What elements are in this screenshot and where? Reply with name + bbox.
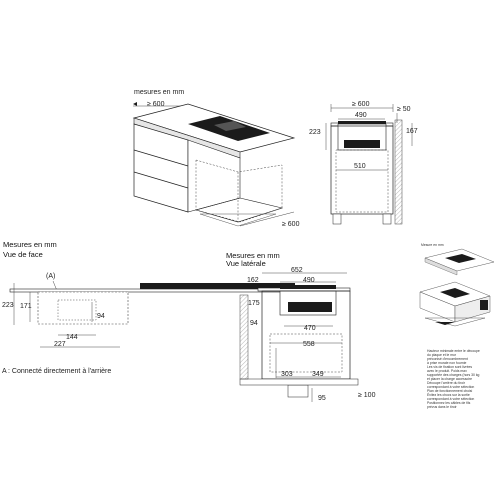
lateral-caption-1: Mesures en mm bbox=[226, 251, 280, 260]
mini-note: prévus dans le tiroir bbox=[427, 405, 457, 409]
lateral-dim-490: 490 bbox=[303, 277, 315, 284]
mini-note: supportée des charges (hors 30 kg bbox=[427, 373, 480, 377]
side-dim-depth: 490 bbox=[355, 112, 367, 119]
lateral-dim-94: 94 bbox=[250, 320, 258, 327]
legend-text: : Connecté directement à l'arrière bbox=[8, 368, 112, 375]
mini-notes bbox=[427, 349, 480, 409]
lateral-dim-652: 652 bbox=[291, 267, 303, 274]
mini-note: du plaque et le mur bbox=[427, 353, 457, 357]
mini-note: Évitez les chocs sur la sortie bbox=[427, 393, 470, 397]
front-dim-144: 144 bbox=[66, 334, 78, 341]
lateral-dim-558: 558 bbox=[303, 341, 315, 348]
legend-key: A bbox=[2, 368, 7, 375]
mini-note: Positionnez les câbles de fils bbox=[427, 401, 471, 405]
front-dim-227: 227 bbox=[54, 341, 66, 348]
mini-note: correspondant à votre sélection bbox=[427, 385, 475, 389]
mini-diagram bbox=[420, 243, 494, 409]
mini-note: correspondant à votre sélection bbox=[427, 397, 475, 401]
front-caption-1: Mesures en mm bbox=[3, 240, 57, 249]
iso-dim-width-bottom: ≥ 600 bbox=[282, 221, 300, 228]
lateral-dim-349: 349 bbox=[312, 371, 324, 378]
lateral-dim-100: ≥ 100 bbox=[358, 392, 376, 399]
lateral-wall bbox=[240, 295, 248, 379]
lateral-dim-175: 175 bbox=[248, 300, 260, 307]
side-dim-top-gap: ≥ 50 bbox=[397, 106, 411, 113]
mini-note: avec le produit. Poids max bbox=[427, 369, 467, 373]
lateral-caption-2: Vue latérale bbox=[226, 259, 266, 268]
lateral-dim-95: 95 bbox=[318, 395, 326, 402]
mini-note: préconisé d'encombrement bbox=[427, 357, 468, 361]
lateral-dim-162: 162 bbox=[247, 277, 259, 284]
front-dim-94: 94 bbox=[97, 313, 105, 320]
iso-view bbox=[133, 89, 300, 228]
side-dim-overall: ≥ 600 bbox=[352, 101, 370, 108]
lateral-dim-303: 303 bbox=[281, 371, 293, 378]
mini-note: Découpe l'arrière du tiroir bbox=[427, 381, 465, 385]
iso-dim-width-top: ≥ 600 bbox=[147, 101, 165, 108]
lateral-view bbox=[226, 251, 376, 402]
side-cooktop bbox=[338, 121, 386, 124]
side-dim-height-left: 223 bbox=[309, 129, 321, 136]
mini-note: Plan de fonctionnement choisi bbox=[427, 389, 473, 393]
mini-caption: Mesure en mm bbox=[421, 243, 444, 247]
mini-note: Les vis de fixation sont livrées bbox=[427, 365, 473, 369]
iso-caption: mesures en mm bbox=[134, 89, 185, 96]
lateral-cooktop bbox=[280, 285, 336, 289]
lateral-dim-470: 470 bbox=[304, 325, 316, 332]
front-dim-171: 171 bbox=[20, 303, 32, 310]
side-dim-inner: 510 bbox=[354, 163, 366, 170]
side-wall bbox=[395, 120, 402, 224]
side-dim-height-right: 167 bbox=[406, 128, 418, 135]
side-view-top bbox=[309, 101, 418, 224]
front-marker-a: (A) bbox=[46, 273, 56, 280]
front-dim-223: 223 bbox=[2, 302, 14, 309]
mini-note: Hauteur minimale entre le découpe bbox=[427, 349, 480, 353]
front-caption-2: Vue de face bbox=[3, 250, 43, 259]
mini-note: à prise murale non fournie bbox=[427, 361, 467, 365]
mini-note: et placer la charge accessoire bbox=[427, 377, 473, 381]
